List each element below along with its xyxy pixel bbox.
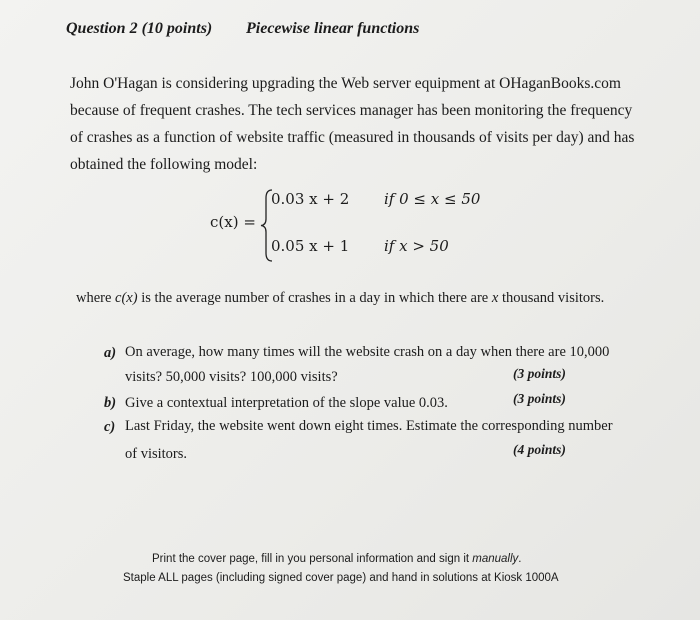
question-c-line2: of visitors.: [125, 446, 188, 462]
where-var: x: [491, 290, 499, 306]
where-pre: where: [76, 290, 116, 306]
question-b-points: (3 points): [513, 391, 566, 406]
question-c-line1: Last Friday, the website went down eight times. Estimate the corresponding number: [125, 418, 613, 434]
question-a-line1: On average, how many times will the website crash on a day when there are 10,000: [125, 344, 610, 360]
where-mid: is the average number of crashes in a day in which there are: [137, 290, 492, 306]
intro-line: John O'Hagan is considering upgrading the Web server equipment at OHaganBooks.com: [70, 75, 621, 92]
question-a-line2: visits? 50,000 visits? 100,000 visits?: [125, 369, 338, 385]
question-title: Question 2 (10 points): [66, 20, 213, 37]
intro-line: of crashes as a function of website traffic (measured in thousands of visits per day) and has: [70, 129, 635, 146]
intro-line: obtained the following model:: [70, 156, 258, 173]
question-c-points: (4 points): [513, 442, 566, 457]
intro-line: because of frequent crashes. The tech services manager has been monitoring the frequency: [70, 102, 633, 119]
model-lhs: c(x) =: [210, 213, 256, 231]
question-b-line1: Give a contextual interpretation of the slope value 0.03.: [125, 395, 448, 411]
question-c-label: c): [104, 419, 116, 435]
where-post: thousand visitors.: [498, 290, 605, 306]
footer-line1-text: Print the cover page, fill in you personal information and sign it: [152, 553, 473, 565]
footer-line1-emphasis: manually: [472, 553, 519, 565]
case1-expression: 0.03 x + 2: [271, 190, 350, 208]
where-fn: c(x): [115, 290, 138, 306]
case2-condition: if x > 50: [384, 237, 449, 255]
where-sentence: [76, 290, 604, 307]
question-a-points: (3 points): [513, 366, 566, 381]
question-topic: Piecewise linear functions: [246, 20, 420, 37]
footer-line1: [152, 553, 522, 565]
intro-paragraph: [70, 70, 635, 178]
case2-expression: 0.05 x + 1: [271, 237, 350, 255]
question-b-label: b): [104, 395, 117, 411]
footer-line2: Staple ALL pages (including signed cover page) and hand in solutions at Kiosk 1000A: [123, 572, 559, 584]
case1-condition: if 0 ≤ x ≤ 50: [384, 190, 481, 208]
footer-line1-end: .: [518, 553, 522, 565]
question-a-label: a): [104, 345, 117, 361]
